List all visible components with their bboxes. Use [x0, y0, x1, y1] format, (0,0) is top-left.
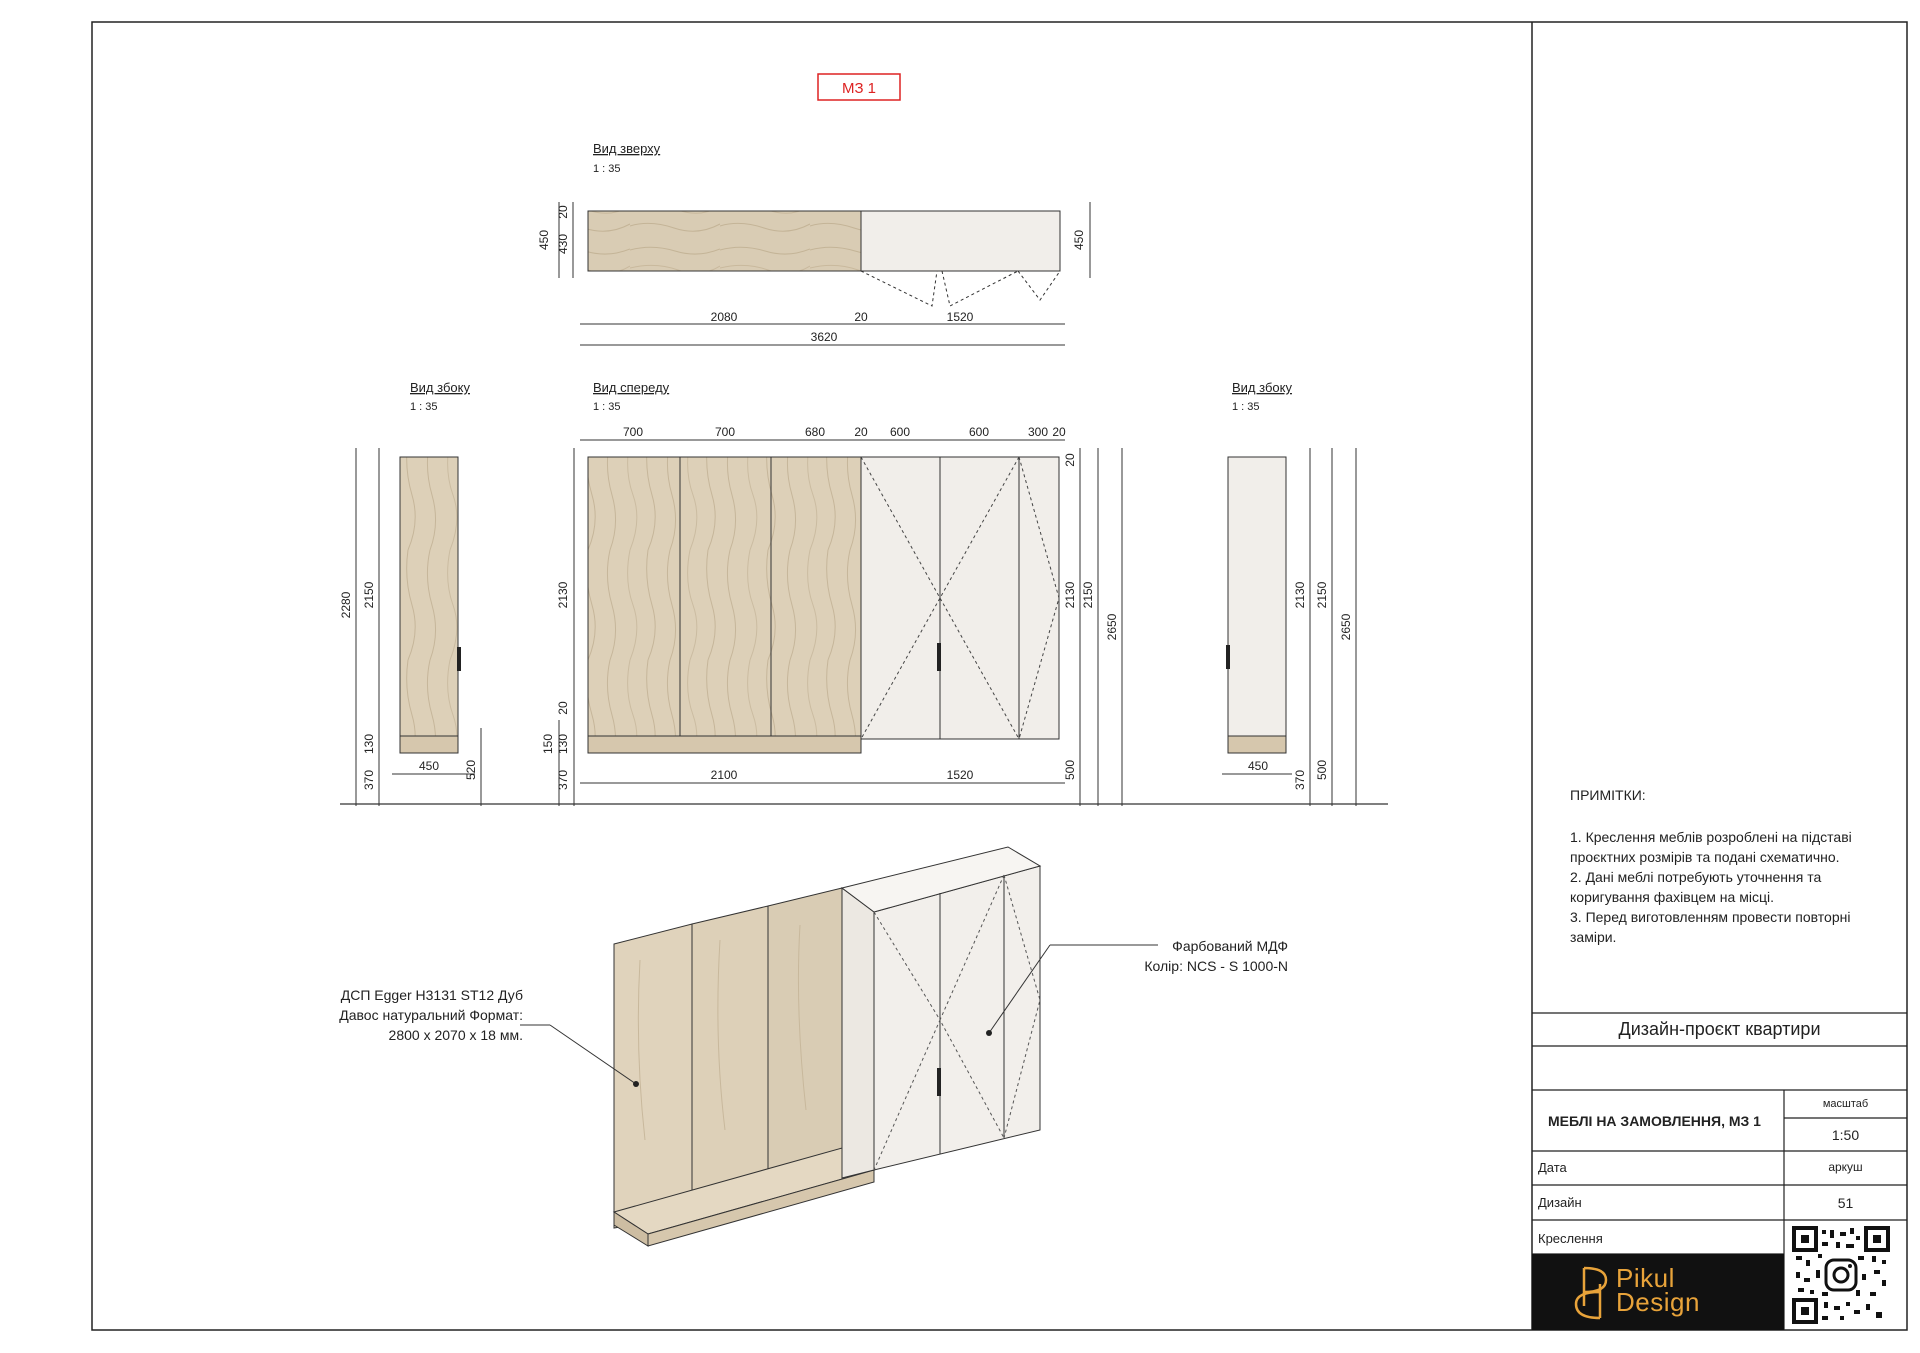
- dim-front-r500: 500: [1063, 759, 1077, 781]
- dim-top-r450: 450: [1072, 229, 1086, 251]
- notes-panel: [1570, 785, 1900, 947]
- side-view-right-scale: 1 : 35: [1232, 401, 1260, 413]
- side-view-right-label: Вид збоку: [1232, 380, 1292, 395]
- dim-front-r2650: 2650: [1105, 613, 1119, 641]
- dim-front-20: 20: [556, 701, 570, 715]
- logo-mark-icon: [1570, 1264, 1616, 1322]
- dim-front-130: 130: [556, 733, 570, 755]
- instagram-icon: [1826, 1260, 1856, 1290]
- top-view-label: Вид зверху: [593, 141, 661, 156]
- dim-side-right-2150: 2150: [1315, 581, 1329, 609]
- dim-side-left-2150: 2150: [362, 581, 376, 609]
- dim-side-left-450: 450: [418, 759, 440, 773]
- note-item: 2. Дані меблі потребують уточнення та коригування фахівцем на місці.: [1570, 869, 1822, 905]
- dim-front-1520: 1520: [946, 768, 974, 782]
- date-label: Дата: [1538, 1160, 1567, 1175]
- dim-side-left-520: 520: [464, 759, 478, 781]
- side-view-left: [339, 448, 481, 806]
- dim-top-430: 430: [556, 233, 570, 255]
- dim-front-top-2: 680: [804, 425, 826, 439]
- side-view-left-scale: 1 : 35: [410, 401, 438, 413]
- drawing-label: Креслення: [1538, 1231, 1603, 1246]
- dim-front-top-5: 600: [968, 425, 990, 439]
- pikul-design-logo: [1532, 1254, 1784, 1330]
- side-view-left-label: Вид збоку: [410, 380, 470, 395]
- dim-front-r2150: 2150: [1081, 581, 1095, 609]
- dim-front-top-7: 20: [1052, 425, 1066, 439]
- dim-front-top-6: 300: [1027, 425, 1049, 439]
- logo-line1: Pikul: [1616, 1263, 1675, 1293]
- callout-left-line1: ДСП Egger H3131 ST12 Дуб: [340, 987, 523, 1003]
- dim-top-2080: 2080: [710, 310, 738, 324]
- dim-front-top-4: 600: [889, 425, 911, 439]
- dim-side-right-2650: 2650: [1339, 613, 1353, 641]
- callout-right-line1: Фарбований МДФ: [1172, 938, 1288, 954]
- dim-front-top-1: 700: [714, 425, 736, 439]
- top-view: [537, 202, 1090, 345]
- side-view-right: [1222, 448, 1356, 806]
- scale-label: масштаб: [1822, 1098, 1869, 1110]
- design-label: Дизайн: [1538, 1195, 1582, 1210]
- sheet-value: 51: [1837, 1195, 1854, 1211]
- dim-side-left-370: 370: [362, 769, 376, 791]
- logo-line2: Design: [1616, 1287, 1700, 1317]
- callout-left-line3: 2800 х 2070 х 18 мм.: [388, 1027, 523, 1043]
- dim-top-20h: 20: [556, 205, 570, 219]
- logo-text: [1616, 1263, 1700, 1317]
- callout-left-line2: Давос натуральний Формат:: [339, 1007, 523, 1023]
- dim-top-20: 20: [854, 310, 868, 324]
- dim-front-2100: 2100: [710, 768, 738, 782]
- qr-code-icon: [1792, 1226, 1890, 1324]
- dim-side-left-130: 130: [362, 733, 376, 755]
- dim-side-left-2280: 2280: [339, 591, 353, 619]
- drawing-name: МЕБЛІ НА ЗАМОВЛЕННЯ, МЗ 1: [1548, 1113, 1761, 1129]
- dim-front-150: 150: [541, 733, 555, 755]
- note-item: 1. Креслення меблів розроблені на підставі проєктних розмірів та подані схематично.: [1570, 829, 1852, 865]
- dim-top-450: 450: [537, 229, 551, 251]
- top-view-scale: 1 : 35: [593, 163, 621, 175]
- sheet-label: аркуш: [1828, 1160, 1863, 1174]
- dim-top-1520: 1520: [946, 310, 974, 324]
- dim-side-right-500: 500: [1315, 759, 1329, 781]
- dim-front-r2130: 2130: [1063, 581, 1077, 609]
- isometric-view: [520, 847, 1158, 1246]
- dim-side-right-450: 450: [1247, 759, 1269, 773]
- front-view-label: Вид спереду: [593, 380, 670, 395]
- dim-front-r20: 20: [1063, 453, 1077, 467]
- sheet-tag: МЗ 1: [841, 80, 877, 97]
- dim-front-370: 370: [556, 769, 570, 791]
- project-title: Дизайн-проєкт квартири: [1618, 1019, 1821, 1039]
- note-item: 3. Перед виготовленням провести повторні заміри.: [1570, 909, 1851, 945]
- scale-value: 1:50: [1831, 1127, 1860, 1143]
- front-view-scale: 1 : 35: [593, 401, 621, 413]
- dim-front-2130: 2130: [556, 581, 570, 609]
- dim-side-right-2130: 2130: [1293, 581, 1307, 609]
- dim-side-right-370: 370: [1293, 769, 1307, 791]
- dim-front-top-3: 20: [854, 425, 868, 439]
- notes-title: ПРИМІТКИ:: [1570, 787, 1646, 803]
- callout-right-line2: Колір: NCS - S 1000-N: [1144, 958, 1288, 974]
- dim-top-3620: 3620: [810, 330, 838, 344]
- dim-front-top-0: 700: [622, 425, 644, 439]
